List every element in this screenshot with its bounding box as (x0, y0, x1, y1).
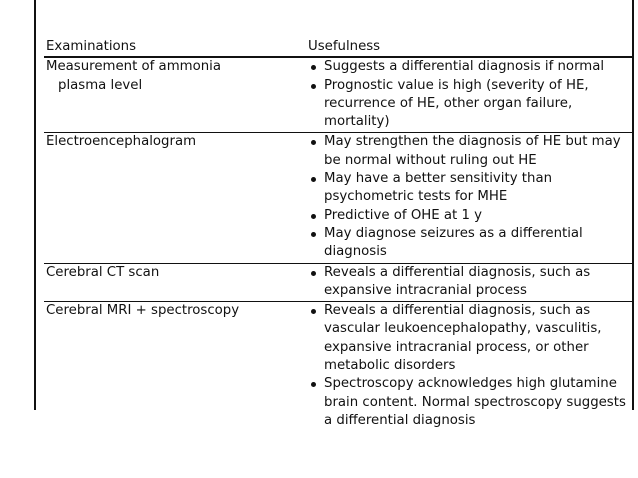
usefulness-item: May have a better sensitivity than psychometric tests for MHE (308, 170, 632, 207)
usefulness-cell (306, 133, 632, 263)
usefulness-item: Reveals a differential diagnosis, such as vascular leukoencephalopathy, vasculitis, expansive intracranial process, or other metabolic disorders (308, 302, 632, 375)
table-row (44, 263, 632, 302)
exam-name: Electroencephalogram (46, 134, 197, 150)
exam-cell (44, 263, 306, 302)
usefulness-cell (306, 263, 632, 302)
header-usefulness: Usefulness (306, 30, 632, 57)
usefulness-cell (306, 57, 632, 133)
examinations-table (44, 30, 632, 431)
table-row (44, 302, 632, 432)
usefulness-list (308, 58, 632, 131)
usefulness-list (308, 302, 632, 430)
exam-cell (44, 57, 306, 133)
usefulness-list (308, 264, 632, 301)
usefulness-item: Prognostic value is high (severity of HE, recurrence of HE, other organ failure, mortality) (308, 77, 632, 132)
exam-name: Cerebral MRI + spectroscopy (46, 303, 240, 319)
usefulness-item: Spectroscopy acknowledges high glutamine brain content. Normal spectroscopy suggests a differential diagnosis (308, 375, 632, 430)
table-row (44, 133, 632, 263)
usefulness-item: Suggests a differential diagnosis if normal (308, 58, 632, 76)
exam-name-continued: plasma level (58, 77, 143, 93)
usefulness-item: Predictive of OHE at 1 y (308, 207, 632, 225)
exam-name: Measurement of ammonia (46, 59, 222, 75)
usefulness-item: May strengthen the diagnosis of HE but may be normal without ruling out HE (308, 133, 632, 170)
table-header-row (44, 30, 632, 57)
usefulness-item: Reveals a differential diagnosis, such as expansive intracranial process (308, 264, 632, 301)
usefulness-cell (306, 302, 632, 432)
exam-cell (44, 302, 306, 432)
usefulness-list (308, 133, 632, 261)
header-examinations: Examinations (44, 30, 306, 57)
table-row (44, 57, 632, 133)
usefulness-item: May diagnose seizures as a differential diagnosis (308, 225, 632, 262)
exam-name: Cerebral CT scan (46, 264, 160, 280)
exam-cell (44, 133, 306, 263)
